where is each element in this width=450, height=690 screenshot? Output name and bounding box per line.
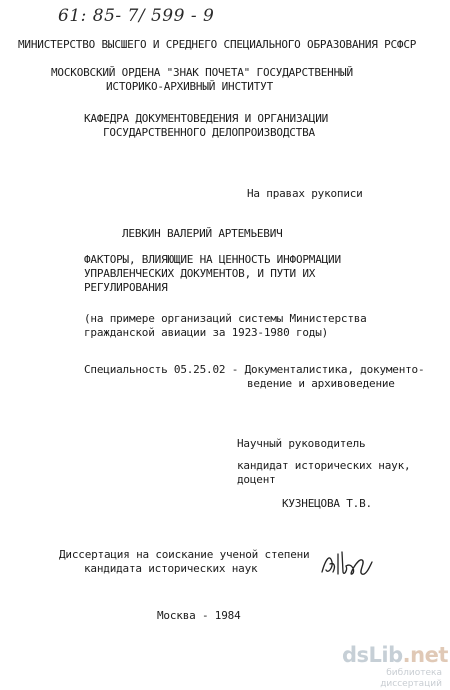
specialty-line-1: Специальность 05.25.02 - Документалистика, документо-: [84, 363, 425, 376]
dissertation-purpose-line-2: кандидата исторических наук: [84, 562, 258, 575]
dslib-watermark: [342, 643, 448, 689]
watermark-subtitle: библиотека диссертаций: [380, 668, 442, 689]
city-and-year: Москва - 1984: [157, 609, 241, 622]
handwritten-signature: [318, 548, 378, 580]
dissertation-title-line-1: ФАКТОРЫ, ВЛИЯЮЩИЕ НА ЦЕННОСТЬ ИНФОРМАЦИИ: [84, 253, 341, 266]
institute-line-2: ИСТОРИКО-АРХИВНЫЙ ИНСТИТУТ: [106, 80, 273, 93]
watermark-brand: [342, 643, 448, 667]
author-name: ЛЕВКИН ВАЛЕРИЙ АРТЕМЬЕВИЧ: [122, 227, 283, 240]
ministry-header: МИНИСТЕРСТВО ВЫСШЕГО И СРЕДНЕГО СПЕЦИАЛЬНОГО ОБРАЗОВАНИЯ РСФСР: [18, 38, 417, 51]
dissertation-title-line-3: РЕГУЛИРОВАНИЯ: [84, 281, 168, 294]
manuscript-rights-note: На правах рукописи: [247, 187, 363, 200]
supervisor-label: Научный руководитель: [237, 437, 366, 450]
department-line-1: КАФЕДРА ДОКУМЕНТОВЕДЕНИЯ И ОРГАНИЗАЦИИ: [84, 112, 329, 125]
archive-stamp-number: 61: 85- 7/ 599 - 9: [58, 6, 215, 26]
supervisor-degree-line-1: кандидат исторических наук,: [237, 459, 411, 472]
supervisor-degree-line-2: доцент: [237, 473, 276, 486]
watermark-brand-main: dsLib: [342, 643, 403, 667]
specialty-line-2: ведение и архивоведение: [247, 377, 395, 390]
subtitle-line-1: (на примере организаций системы Министерства: [84, 312, 367, 325]
watermark-brand-tld: .net: [402, 643, 448, 667]
dissertation-title-line-2: УПРАВЛЕНЧЕСКИХ ДОКУМЕНТОВ, И ПУТИ ИХ: [84, 267, 316, 280]
subtitle-line-2: гражданской авиации за 1923-1980 годы): [84, 326, 329, 339]
department-line-2: ГОСУДАРСТВЕННОГО ДЕЛОПРОИЗВОДСТВА: [103, 126, 315, 139]
institute-line-1: МОСКОВСКИЙ ОРДЕНА "ЗНАК ПОЧЕТА" ГОСУДАРСТВЕННЫЙ: [51, 66, 353, 79]
dissertation-purpose-line-1: Диссертация на соискание ученой степени: [59, 548, 310, 561]
supervisor-name: КУЗНЕЦОВА Т.В.: [282, 497, 372, 510]
